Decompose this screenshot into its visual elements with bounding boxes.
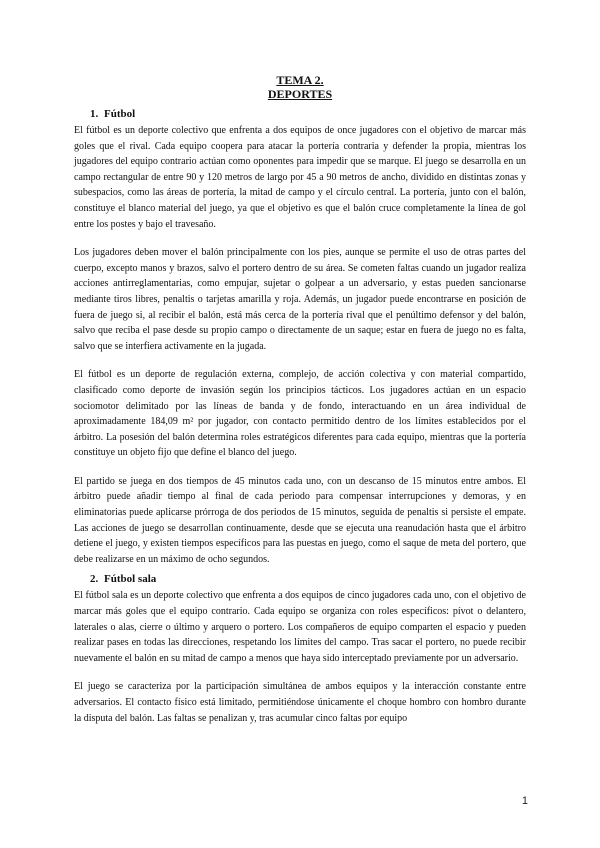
- page-number: 1: [521, 795, 528, 807]
- paragraph: El fútbol es un deporte de regulación externa, complejo, de acción colectiva y con material compartido, clasificado como deporte de invasión según los principios tácticos. Los jugadores actúan en un espacio sociomotor delimitado por las líneas de banda y de fondo, interactuando en un área individual de aproximadamente 184,09 m² por jugador, con contacto permitido dentro de los límites establecidos por el árbitro. La posesión del balón determina roles estratégicos diferentes para cada equipo, mientras que la portería constituye un objeto fijo que define el blanco del juego.: [74, 369, 526, 459]
- section-number: 2.: [90, 573, 99, 586]
- paragraph: El juego se caracteriza por la participación simultánea de ambos equipos y la interacción constante entre adversarios. El contacto físico está limitado, permitiéndose únicamente el choque hombro con hombro durante la disputa del balón. Las faltas se penalizan y, tras acumular cinco faltas por equipo: [74, 681, 526, 724]
- title-subject: DEPORTES: [267, 87, 333, 101]
- title-topic: TEMA 2.: [276, 73, 324, 87]
- paragraph: Los jugadores deben mover el balón principalmente con los pies, aunque se permite el uso de otras partes del cuerpo, excepto manos y brazos, salvo el portero dentro de su área. Se cometen faltas cuando un jugador realiza acciones antirreglamentarias, como empujar, sujetar o golpear a un adversario, y estas pueden sancionarse mediante tiros libres, penaltis o tarjetas amarilla y roja. Además, un jugador puede encontrarse en posición de fuera de juego si, al recibir el balón, está más cerca de la portería rival que el penúltimo defensor y del balón, salvo que reciba el pase desde su propio campo o directamente de un saque; estar en fuera de juego no es falta, salvo que se interfiera activamente en la jugada.: [74, 247, 526, 352]
- paragraph: El partido se juega en dos tiempos de 45 minutos cada uno, con un descanso de 15 minutos entre ambos. El árbitro puede añadir tiempo al final de cada periodo para compensar interrupciones y demoras, y en eliminatorias puede aplicarse prórroga de dos periodos de 15 minutos, seguida de penaltis si persiste el empate. Las acciones de juego se desarrollan continuamente, desde que se ejecuta una reanudación hasta que el árbitro detiene el juego, y existen tiempos específicos para las puestas en juego, como el saque de meta del portero, que debe realizarse en un máximo de ocho segundos.: [74, 475, 526, 565]
- document-body: [74, 108, 526, 726]
- section-heading-futbol-sala: [90, 573, 526, 586]
- section-heading-futbol: [90, 108, 526, 121]
- document-title: [0, 73, 600, 101]
- paragraph: El fútbol es un deporte colectivo que enfrenta a dos equipos de once jugadores con el objetivo de marcar más goles que el rival. Cada equipo coopera para atacar la portería contraria y defender la propia, mientras los jugadores del equipo contrario actúan como oponentes para impedir que se marque. El juego se desarrolla en un campo rectangular de entre 90 y 120 metros de largo por 45 a 90 metros de ancho, dividido en distintas zonas y subespacios, como las áreas de portería, la mitad de campo y el círculo central. La portería, junto con el balón, constituye el blanco material del juego, ya que el objetivo es que el balón cruce completamente la línea de gol entre los postes y bajo el travesaño.: [74, 125, 526, 230]
- section-number: 1.: [90, 108, 99, 120]
- paragraph: El fútbol sala es un deporte colectivo que enfrenta a dos equipos de cinco jugadores cada uno, con el objetivo de marcar más goles que el equipo contrario. Cada equipo se organiza con roles específicos: pívot o delantero, laterales o alas, cierre o último y arquero o portero. Los compañeros de equipo comparten el espacio y pueden realizar pases en todas las direcciones, respetando los límites del campo. Tras sacar el portero, no puede recibir nuevamente el balón en su mitad de campo a menos que haya sido interceptado previamente por un adversario.: [74, 590, 526, 664]
- section-title: Fútbol: [104, 108, 136, 120]
- section-title: Fútbol sala: [104, 573, 157, 586]
